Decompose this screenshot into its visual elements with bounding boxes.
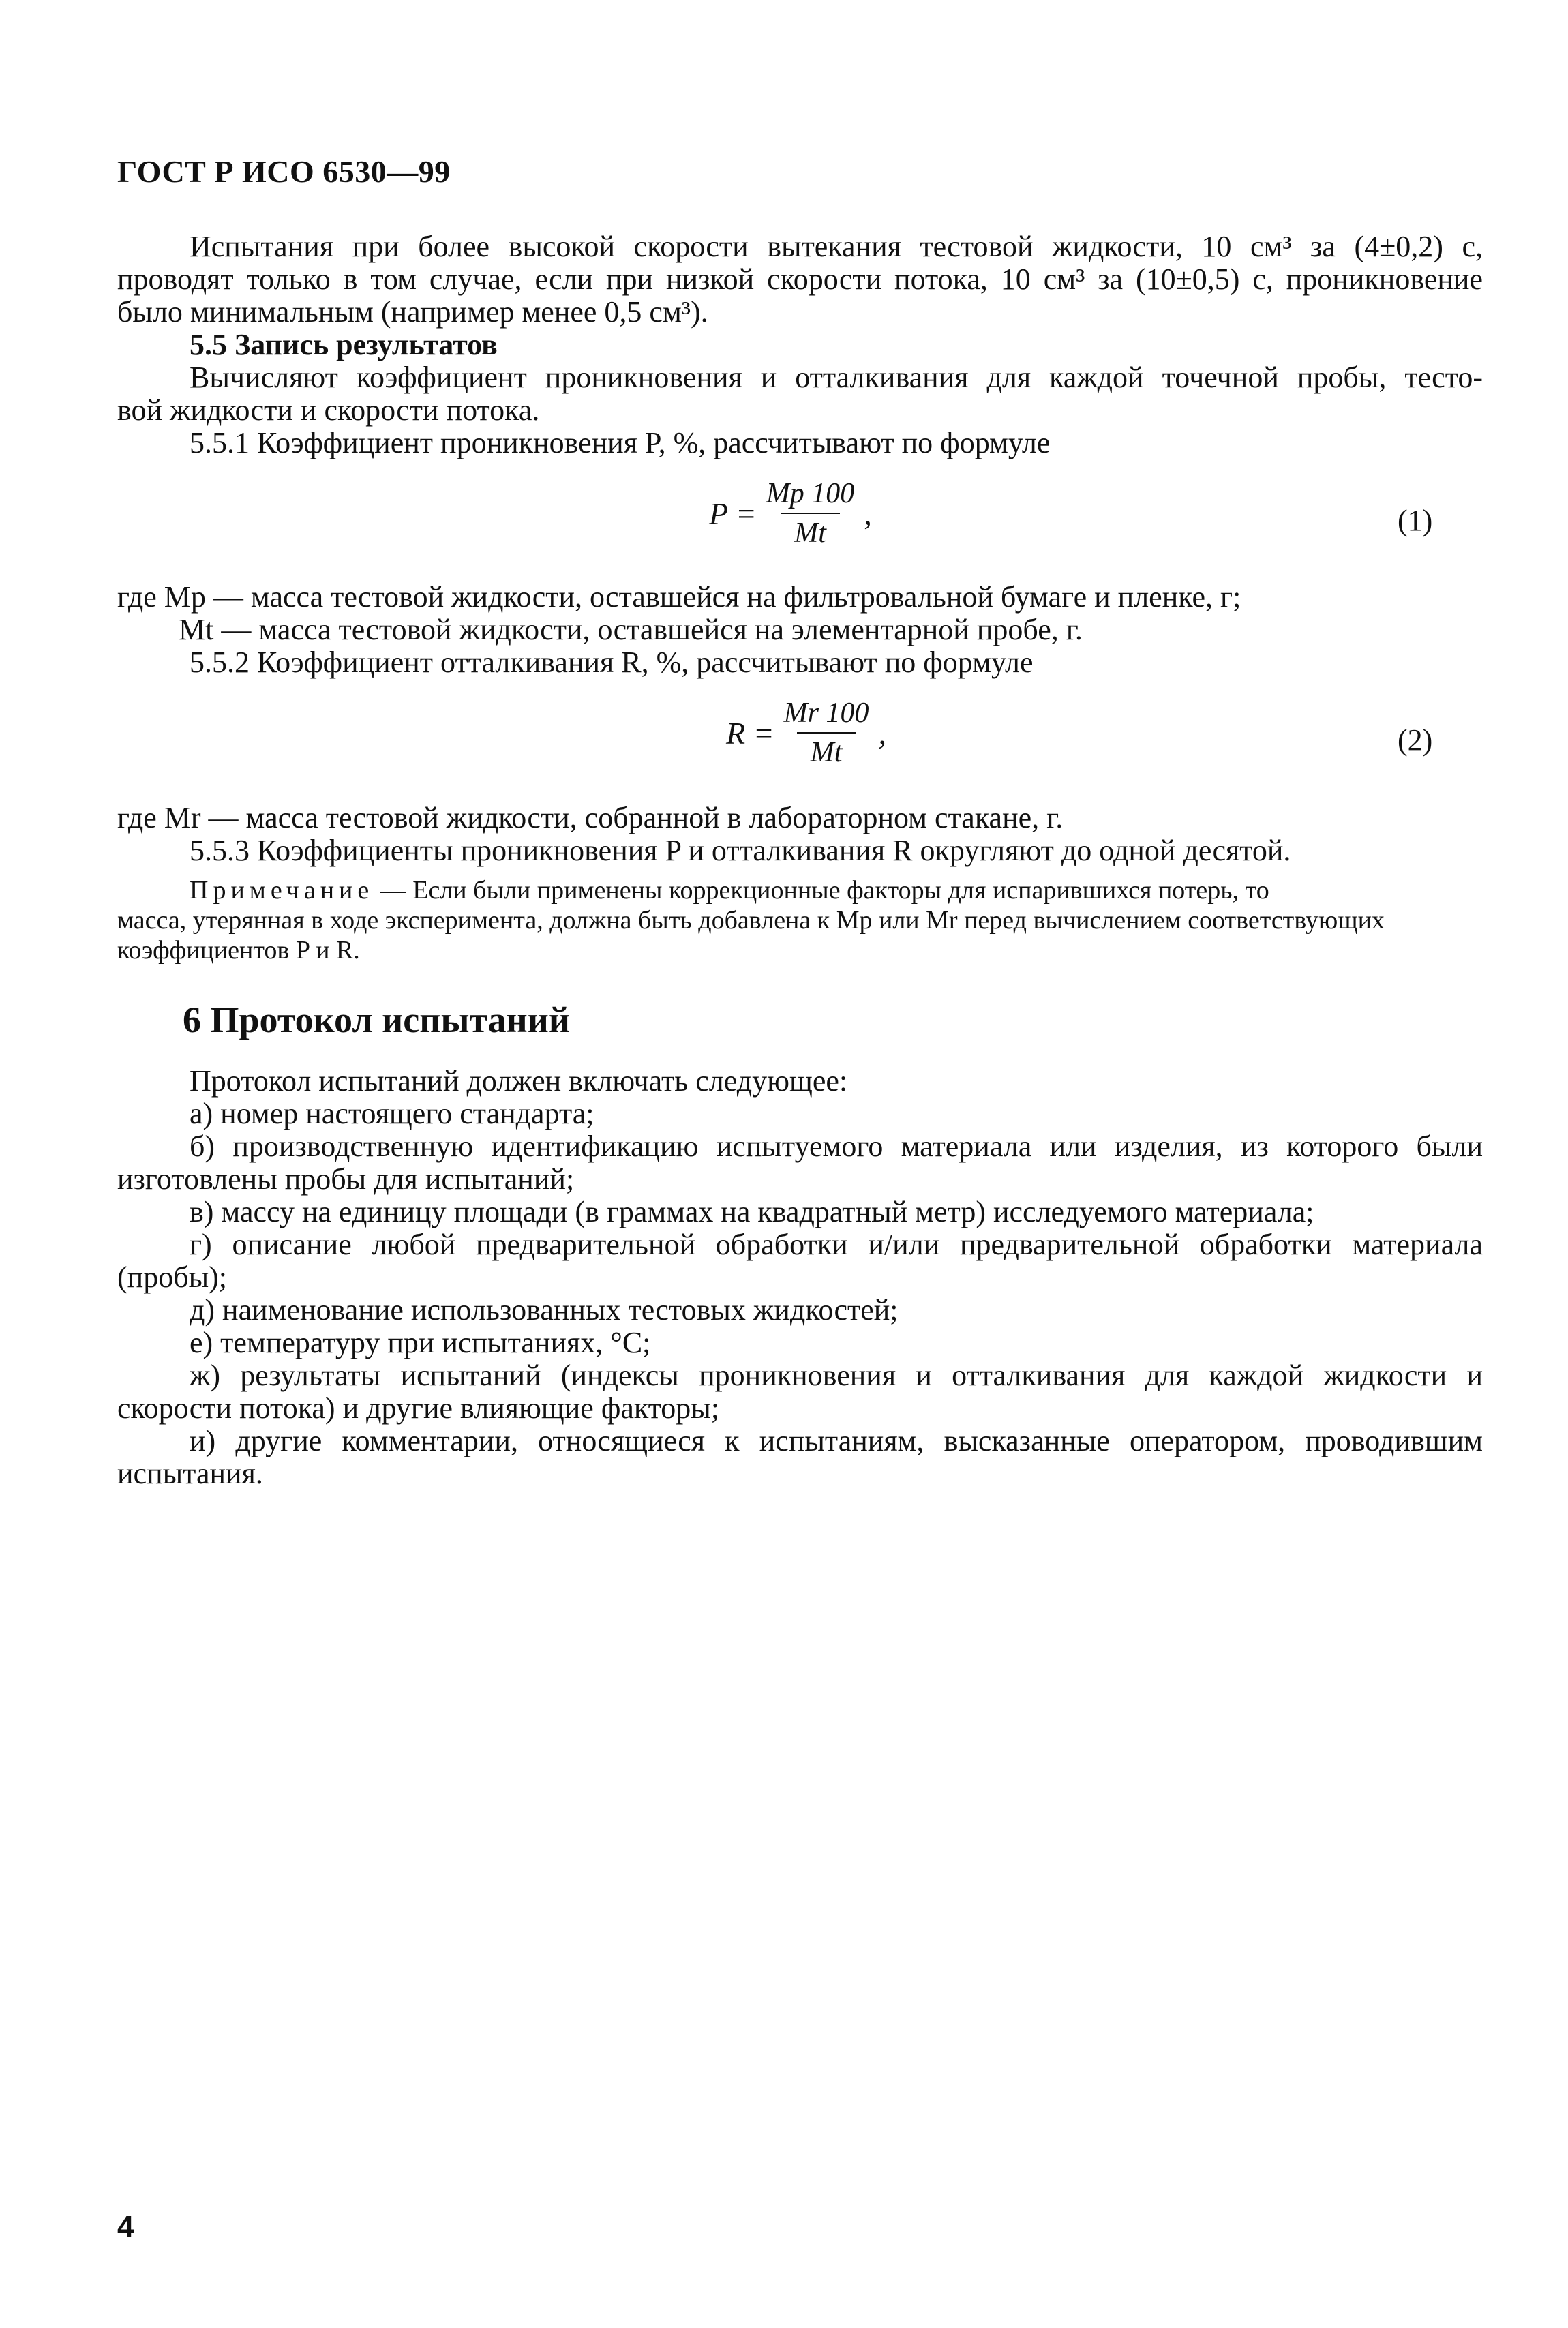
- list-item-b-1: б) производственную идентификацию испытуемого материала или изделия, из которого были: [190, 1130, 1483, 1163]
- formula-2-tail: ,: [878, 715, 886, 751]
- clause-5-5-1: 5.5.1 Коэффициент проникновения P, %, рассчитывают по формуле: [190, 426, 1051, 459]
- clause-5-5-3: 5.5.3 Коэффициенты проникновения P и отталкивания R округляют до одной десятой.: [190, 834, 1291, 867]
- formula-1-fraction: [762, 477, 859, 549]
- where-1-a: где Mp — масса тестовой жидкости, оставшейся на фильтровальной бумаге и пленке, г;: [117, 580, 1241, 614]
- note-line-2: масса, утерянная в ходе эксперимента, должна быть добавлена к Mp или Mr перед вычислением соответствующих: [117, 906, 1385, 935]
- formula-1-numerator: Mp 100: [766, 478, 855, 509]
- formula-1-lhs: P =: [709, 496, 757, 531]
- where-2: где Mr — масса тестовой жидкости, собранной в лабораторном стакане, г.: [117, 801, 1064, 834]
- formula-2-denominator: Mt: [797, 732, 856, 769]
- list-item-e: е) температуру при испытаниях, °С;: [190, 1326, 651, 1359]
- list-item-a: а) номер настоящего стандарта;: [190, 1097, 594, 1130]
- page-number: 4: [117, 2210, 134, 2243]
- formula-2: [726, 697, 886, 769]
- where-1-b: Mt — масса тестовой жидкости, оставшейся на элементарной пробе, г.: [179, 613, 1083, 646]
- s6-intro: Протокол испытаний должен включать следующее:: [190, 1064, 848, 1098]
- formula-1: [709, 477, 872, 549]
- note-line-3: коэффициентов P и R.: [117, 936, 360, 965]
- note-text-1: — Если были применены коррекционные факторы для испарившихся потерь, то: [374, 876, 1269, 905]
- formula-1-denominator: Mt: [781, 513, 840, 549]
- intro-line-3: было минимальным (например менее 0,5 см³).: [117, 295, 708, 329]
- section-6-title: 6 Протокол испытаний: [183, 999, 571, 1040]
- list-item-zh-2: скорости потока) и другие влияющие факторы;: [117, 1391, 720, 1425]
- list-item-d: д) наименование использованных тестовых жидкостей;: [190, 1293, 899, 1327]
- list-item-i-1: и) другие комментарии, относящиеся к испытаниям, высказанные оператором, проводившим: [190, 1424, 1483, 1457]
- document-header: ГОСТ Р ИСО 6530—99: [117, 154, 451, 189]
- intro-line-2: проводят только в том случае, если при низкой скорости потока, 10 см³ за (10±0,5) с, проникновение: [117, 262, 1483, 296]
- formula-1-tail: ,: [864, 496, 872, 531]
- list-item-b-2: изготовлены пробы для испытаний;: [117, 1162, 575, 1196]
- list-item-i-2: испытания.: [117, 1457, 263, 1490]
- note-line-1: [190, 875, 1483, 905]
- equation-number-1: (1): [1398, 504, 1433, 537]
- list-item-zh-1: ж) результаты испытаний (индексы проникновения и отталкивания для каждой жидкости и: [190, 1359, 1483, 1392]
- section-5-5-title: 5.5 Запись результатов: [190, 328, 498, 361]
- equation-number-2: (2): [1398, 723, 1433, 757]
- clause-5-5-2: 5.5.2 Коэффициент отталкивания R, %, рассчитывают по формуле: [190, 646, 1034, 679]
- note-label: Примечание: [190, 876, 374, 905]
- intro-line-1: Испытания при более высокой скорости вытекания тестовой жидкости, 10 см³ за (4±0,2) с,: [190, 230, 1483, 263]
- formula-2-numerator: Mr 100: [783, 697, 869, 729]
- formula-2-fraction: [780, 697, 873, 769]
- list-item-g-1: г) описание любой предварительной обработки и/или предварительной обработки материала: [190, 1228, 1483, 1261]
- s55-line-1: Вычисляют коэффициент проникновения и отталкивания для каждой точечной пробы, тесто-: [190, 361, 1483, 394]
- formula-2-lhs: R =: [726, 715, 774, 751]
- list-item-v: в) массу на единицу площади (в граммах на квадратный метр) исследуемого материала;: [190, 1195, 1314, 1228]
- s55-line-2: вой жидкости и скорости потока.: [117, 393, 540, 427]
- list-item-g-2: (пробы);: [117, 1260, 228, 1294]
